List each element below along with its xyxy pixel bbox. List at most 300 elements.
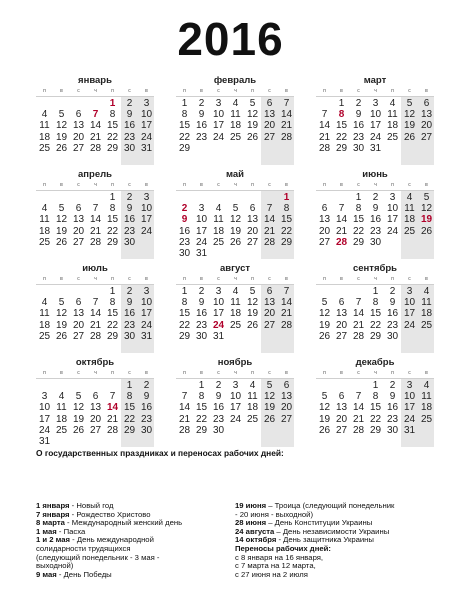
day-cell: 21 (280, 120, 293, 132)
day-cell: 26 (403, 131, 416, 143)
weekday-label: в (425, 88, 428, 94)
day-cell: 3 (406, 286, 413, 297)
day-cell: 1 (372, 380, 379, 391)
note-text: - День защитника Украины (276, 535, 374, 545)
calendar-grid (36, 76, 434, 448)
weekday-label: п (323, 370, 326, 376)
day-cell: 21 (280, 308, 293, 320)
day-cell: 18 (386, 120, 399, 132)
day-cell: 18 (38, 131, 51, 143)
day-cell: 19 (318, 413, 331, 425)
day-cell: 23 (386, 413, 399, 425)
day-cell: 15 (106, 214, 119, 226)
day-cell: 28 (263, 236, 276, 248)
weekday-label: в (200, 88, 203, 94)
day-cell: 10 (140, 109, 153, 121)
day-cell: 16 (178, 225, 191, 237)
day-cell: 12 (55, 214, 68, 226)
day-cell: 11 (230, 297, 241, 309)
day-cell: 6 (92, 391, 99, 403)
day-cell: 2 (372, 192, 379, 203)
day-cell: 20 (246, 225, 259, 237)
weekday-header (176, 370, 294, 379)
weekday-label: с (128, 88, 131, 94)
weekday-label: п (391, 88, 394, 94)
day-cell: 31 (369, 142, 382, 154)
weekday-label: в (285, 276, 288, 282)
day-cell: 25 (420, 319, 433, 331)
weekday-label: ч (234, 276, 237, 282)
day-cell: 2 (389, 380, 396, 391)
day-cell: 8 (372, 297, 379, 309)
day-cell: 28 (352, 330, 365, 342)
weekday-label: с (268, 182, 271, 188)
day-cell: 9 (143, 391, 150, 403)
day-cell: 6 (75, 109, 82, 121)
weekday-label: ч (234, 88, 237, 94)
day-cell: 6 (338, 391, 345, 403)
day-cell: 18 (38, 225, 51, 237)
day-cell: 21 (352, 319, 365, 331)
day-cell: 20 (263, 308, 276, 320)
day-cell: 20 (72, 131, 85, 143)
weekday-label: в (145, 276, 148, 282)
day-cell: 13 (420, 109, 433, 121)
day-cell: 26 (246, 319, 259, 331)
day-cell: 22 (106, 319, 119, 331)
day-cell: 5 (58, 297, 65, 309)
note-date: 14 октября (235, 535, 277, 545)
month-name: апрель (78, 169, 112, 180)
weekday-label: с (128, 182, 131, 188)
day-cell: 6 (266, 286, 273, 297)
note-text: - 20 июня - выходной) (235, 509, 314, 519)
day-cell: 27 (246, 236, 259, 248)
day-cell: 7 (92, 297, 99, 309)
day-cell: 5 (232, 203, 239, 215)
day-cell: 24 (38, 424, 51, 436)
day-cell: 27 (335, 330, 348, 342)
day-cell: 28 (89, 142, 102, 154)
day-cell: 9 (126, 297, 133, 309)
day-cell: 29 (335, 142, 348, 154)
weekday-label: ч (234, 370, 237, 376)
note-text: - День международной (70, 535, 154, 545)
day-cell: 18 (229, 308, 242, 320)
note-text: с 8 января на 16 января, (235, 552, 324, 562)
day-cell: 15 (178, 308, 191, 320)
day-cell: 11 (230, 109, 241, 121)
day-cell: 2 (126, 98, 133, 109)
day-cell: 30 (386, 424, 399, 436)
day-cell: 1 (181, 286, 188, 297)
day-cell: 6 (249, 203, 256, 215)
weekday-label: с (217, 182, 220, 188)
day-cell: 12 (55, 120, 68, 132)
day-cell: 25 (403, 225, 416, 237)
day-cell: 17 (140, 120, 153, 132)
note-text: - Международный женский день (64, 518, 183, 528)
day-cell: 31 (403, 424, 416, 436)
day-cell: 28 (89, 330, 102, 342)
day-cell: 2 (198, 98, 205, 109)
day-cell: 1 (372, 286, 379, 297)
weekday-label: п (43, 182, 46, 188)
day-cell: 9 (198, 297, 205, 309)
month-block (176, 358, 294, 448)
day-cell: 26 (55, 330, 68, 342)
day-cell: 3 (41, 391, 48, 403)
day-cell: 8 (338, 109, 345, 121)
day-cell: 26 (229, 236, 242, 248)
day-cell: 9 (355, 109, 362, 121)
weekday-label: с (77, 182, 80, 188)
weekday-label: в (145, 182, 148, 188)
note-date: 1 января (36, 501, 70, 510)
day-cell: 5 (75, 391, 82, 403)
day-cell: 22 (335, 131, 348, 143)
day-cell: 3 (406, 380, 413, 391)
note-text: - Рождество Христово (69, 509, 151, 519)
weekday-label: с (128, 276, 131, 282)
day-cell: 13 (335, 402, 348, 414)
weekday-label: с (357, 88, 360, 94)
day-cell: 31 (195, 248, 208, 259)
note-line (36, 571, 231, 580)
day-cell: 30 (212, 424, 225, 436)
weekday-header (316, 88, 434, 97)
weekday-label: с (357, 182, 360, 188)
day-cell: 26 (55, 142, 68, 154)
note-date: 1 мая (36, 526, 57, 536)
month-block (316, 170, 434, 260)
weekday-label: п (251, 370, 254, 376)
day-cell: 19 (318, 319, 331, 331)
note-date: 1 и 2 мая (36, 535, 71, 545)
note-line (235, 571, 430, 580)
day-cell: 29 (195, 424, 208, 436)
day-cell: 27 (420, 131, 433, 143)
day-cell: 21 (263, 225, 276, 237)
day-cell: 4 (232, 286, 239, 297)
day-cell: 4 (232, 98, 239, 109)
weekday-label: в (60, 88, 63, 94)
month-name: июнь (362, 169, 388, 180)
day-cell: 1 (198, 380, 205, 391)
day-cell: 19 (229, 225, 242, 237)
day-cell: 2 (355, 98, 362, 109)
day-cell: 30 (352, 142, 365, 154)
note-date: 19 июня (235, 501, 267, 510)
day-cell: 18 (403, 214, 416, 226)
day-cell: 1 (109, 98, 116, 109)
day-cell: 3 (372, 98, 379, 109)
day-cell: 24 (212, 319, 225, 331)
day-cell: 29 (106, 142, 119, 154)
day-cell: 29 (280, 236, 293, 248)
day-cell: 21 (89, 319, 102, 331)
day-cell: 29 (369, 330, 382, 342)
day-cell: 8 (109, 109, 116, 121)
day-cell: 10 (229, 391, 242, 403)
day-cell: 3 (143, 192, 150, 203)
day-cell: 28 (280, 319, 293, 331)
day-cell: 10 (38, 402, 51, 414)
day-cell: 7 (355, 297, 362, 309)
day-cell: 24 (140, 225, 153, 237)
day-cell: 21 (352, 413, 365, 425)
day-cell: 16 (195, 308, 208, 320)
note-text: – Троица (следующий понедельник (266, 501, 395, 510)
month-name: май (225, 169, 245, 180)
day-cell: 23 (195, 319, 208, 331)
day-cell: 4 (406, 192, 413, 203)
day-cell: 25 (212, 236, 225, 248)
day-cell: 29 (352, 236, 365, 248)
day-cell: 24 (212, 131, 225, 143)
day-cell: 12 (72, 402, 85, 414)
day-cell: 22 (352, 225, 365, 237)
day-cell: 8 (109, 297, 116, 309)
day-cell: 1 (338, 98, 345, 109)
day-cell: 21 (318, 131, 331, 143)
day-cell: 12 (403, 109, 416, 121)
day-cell: 12 (229, 214, 242, 226)
day-cell: 3 (215, 286, 222, 297)
day-cell: 7 (92, 109, 99, 121)
day-cell: 9 (198, 109, 205, 121)
weekday-label: в (340, 276, 343, 282)
note-text: – День Конституции Украины (266, 518, 373, 528)
day-cell: 11 (56, 402, 67, 414)
weekday-label: п (391, 370, 394, 376)
day-cell: 21 (89, 131, 102, 143)
note-date: 7 января (36, 509, 70, 519)
day-cell: 9 (126, 109, 133, 121)
day-cell: 24 (140, 131, 153, 143)
day-cell: 14 (352, 402, 365, 414)
weekday-label: ч (94, 88, 97, 94)
note-date: 8 марта (36, 518, 65, 528)
weekday-header (36, 276, 154, 285)
day-cell: 23 (123, 319, 136, 331)
day-cell: 16 (386, 308, 399, 320)
day-cell: 19 (55, 131, 68, 143)
day-cell: 6 (75, 297, 82, 309)
day-cell: 17 (140, 214, 153, 226)
weekday-label: в (285, 88, 288, 94)
day-cell: 15 (106, 120, 119, 132)
month-block (176, 264, 294, 354)
day-cell: 5 (58, 203, 65, 215)
weekday-label: п (183, 370, 186, 376)
weekday-label: с (128, 370, 131, 376)
day-cell: 8 (126, 391, 133, 403)
weekday-label: в (340, 370, 343, 376)
day-cell: 19 (403, 120, 416, 132)
notes-right-column (235, 502, 430, 579)
day-cell: 20 (72, 319, 85, 331)
weekday-label: п (391, 276, 394, 282)
day-cell: 23 (123, 225, 136, 237)
note-text: с 7 марта на 12 марта, (235, 561, 316, 571)
month-name: февраль (213, 75, 257, 86)
day-cell: 15 (352, 214, 365, 226)
day-cell: 8 (181, 109, 188, 121)
day-cell: 21 (335, 225, 348, 237)
day-cell: 27 (318, 236, 331, 248)
weekday-label: в (285, 182, 288, 188)
day-cell: 16 (369, 214, 382, 226)
month-name: декабрь (355, 357, 395, 368)
day-cell: 3 (198, 203, 205, 215)
day-cell: 1 (355, 192, 362, 203)
day-cell: 24 (403, 413, 416, 425)
day-cell: 30 (123, 236, 136, 248)
day-cell: 27 (263, 131, 276, 143)
day-cell: 10 (369, 109, 382, 121)
day-cell: 7 (355, 391, 362, 403)
weekday-label: п (251, 182, 254, 188)
day-cell: 13 (263, 297, 276, 309)
weekday-label: ч (94, 182, 97, 188)
day-cell: 18 (246, 402, 259, 414)
day-cell: 24 (386, 225, 399, 237)
day-cell: 15 (369, 402, 382, 414)
day-cell: 13 (335, 308, 348, 320)
weekday-label: в (285, 370, 288, 376)
day-cell: 21 (178, 413, 191, 425)
weekday-label: в (425, 182, 428, 188)
day-cell: 2 (126, 286, 133, 297)
day-cell: 23 (212, 413, 225, 425)
day-cell: 2 (143, 380, 150, 391)
day-cell: 22 (280, 225, 293, 237)
day-cell: 4 (423, 380, 430, 391)
day-cell: 17 (140, 308, 153, 320)
day-cell: 30 (386, 330, 399, 342)
weekday-label: в (60, 276, 63, 282)
weekday-label: ч (374, 88, 377, 94)
day-cell: 23 (123, 131, 136, 143)
day-cell: 3 (143, 98, 150, 109)
day-cell: 7 (283, 286, 290, 297)
day-cell: 17 (212, 120, 225, 132)
day-cell: 4 (249, 380, 256, 391)
day-cell: 25 (386, 131, 399, 143)
day-cell: 17 (212, 308, 225, 320)
day-cell: 22 (195, 413, 208, 425)
day-cell: 4 (389, 98, 396, 109)
day-cell: 8 (355, 203, 362, 215)
weekday-label: п (111, 88, 114, 94)
day-cell: 9 (181, 214, 188, 226)
weekday-label: с (217, 88, 220, 94)
day-cell: 5 (249, 98, 256, 109)
day-cell: 10 (212, 109, 225, 121)
day-cell: 5 (406, 98, 413, 109)
day-cell: 16 (195, 120, 208, 132)
day-cell: 11 (39, 214, 50, 226)
day-cell: 15 (106, 308, 119, 320)
year-title: 2016 (177, 13, 284, 65)
weekday-label: в (340, 88, 343, 94)
day-cell: 12 (318, 308, 331, 320)
month-block (176, 170, 294, 260)
day-cell: 1 (126, 380, 133, 391)
day-cell: 26 (318, 424, 331, 436)
day-cell: 23 (386, 319, 399, 331)
day-cell: 13 (72, 214, 85, 226)
day-cell: 15 (335, 120, 348, 132)
weekday-header (176, 276, 294, 285)
day-cell: 19 (55, 225, 68, 237)
day-cell: 18 (229, 120, 242, 132)
day-cell: 16 (352, 120, 365, 132)
day-cell: 27 (72, 142, 85, 154)
day-cell: 1 (181, 98, 188, 109)
day-cell: 16 (123, 308, 136, 320)
weekday-label: п (323, 182, 326, 188)
day-cell: 14 (318, 120, 331, 132)
weekday-label: с (217, 276, 220, 282)
month-block (36, 264, 154, 354)
day-cell: 20 (318, 225, 331, 237)
day-cell: 13 (72, 308, 85, 320)
weekday-label: п (183, 88, 186, 94)
day-cell: 23 (195, 131, 208, 143)
note-text: - Новый год (69, 501, 114, 510)
month-block (316, 76, 434, 166)
day-cell: 30 (178, 248, 191, 259)
day-cell: 3 (232, 380, 239, 391)
weekday-label: п (43, 276, 46, 282)
day-cell: 13 (280, 391, 293, 403)
day-cell: 28 (106, 424, 119, 436)
day-cell: 1 (283, 192, 290, 203)
day-cell: 6 (321, 203, 328, 215)
weekday-label: в (200, 370, 203, 376)
day-cell: 17 (386, 214, 399, 226)
day-cell: 23 (352, 131, 365, 143)
day-cell: 14 (280, 109, 293, 121)
day-cell: 9 (215, 391, 222, 403)
day-cell: 12 (246, 109, 259, 121)
day-cell: 13 (89, 402, 102, 414)
day-cell: 8 (109, 203, 116, 215)
day-cell: 17 (403, 308, 416, 320)
note-text: - Пасха (56, 526, 86, 536)
day-cell: 8 (181, 297, 188, 309)
day-cell: 6 (283, 380, 290, 391)
day-cell: 13 (246, 214, 259, 226)
month-block (316, 358, 434, 448)
day-cell: 22 (178, 131, 191, 143)
day-cell: 7 (266, 203, 273, 215)
weekday-label: в (60, 370, 63, 376)
day-cell: 9 (372, 203, 379, 215)
weekday-header (316, 182, 434, 191)
day-cell: 25 (420, 413, 433, 425)
weekday-label: с (408, 88, 411, 94)
day-cell: 8 (283, 203, 290, 215)
notes-left-column (36, 502, 231, 579)
day-cell: 15 (195, 402, 208, 414)
weekday-label: в (200, 182, 203, 188)
day-cell: 9 (126, 203, 133, 215)
month-block (36, 358, 154, 448)
weekday-header (36, 88, 154, 97)
